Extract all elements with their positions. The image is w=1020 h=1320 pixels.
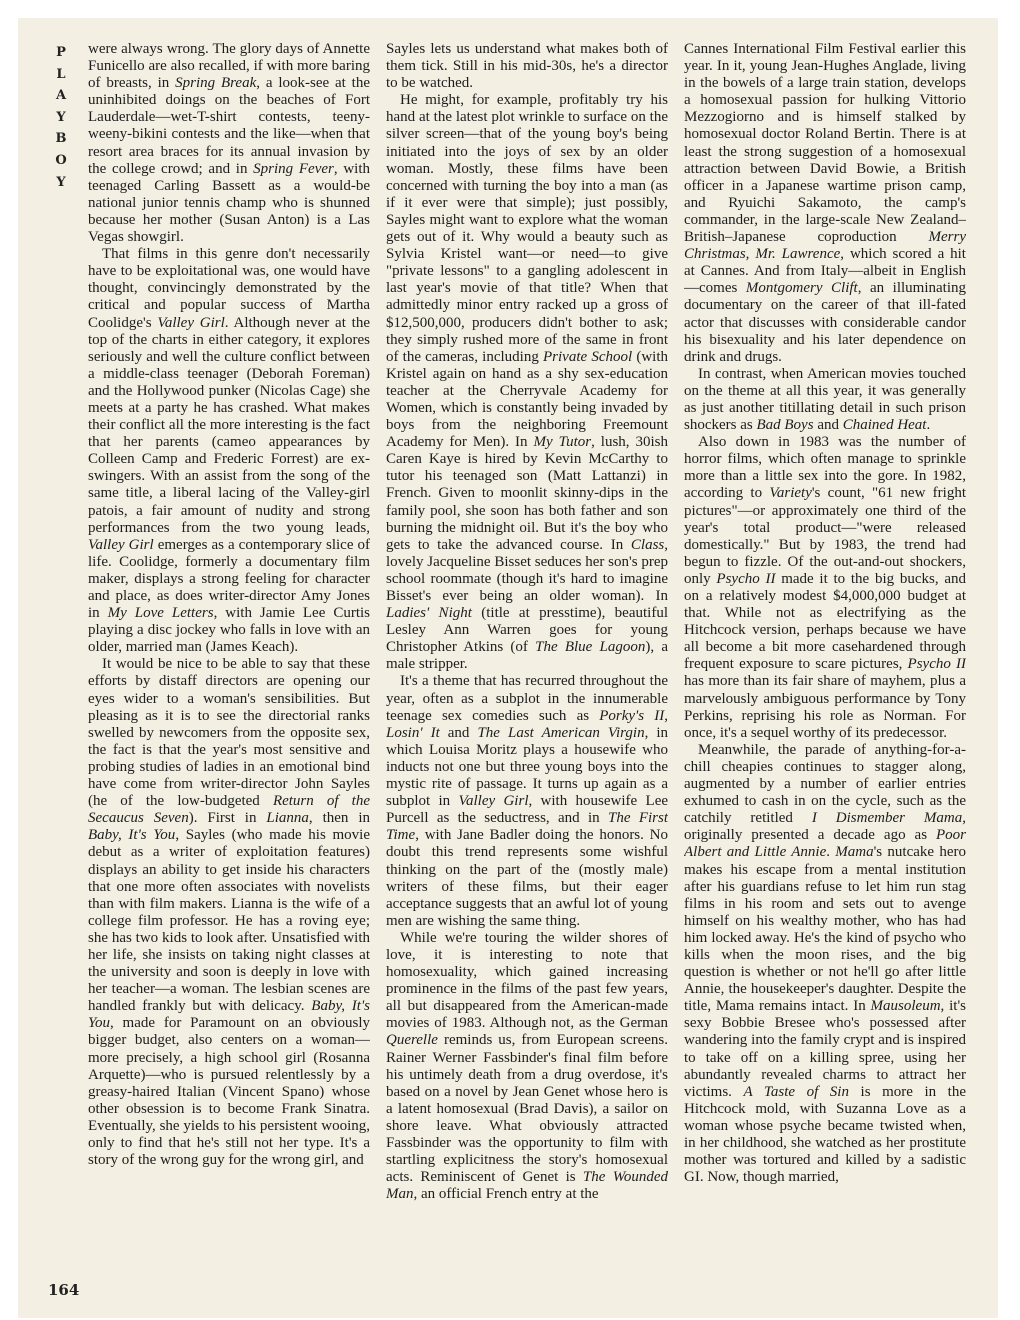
text-run: . — [826, 844, 836, 861]
paragraph — [88, 41, 370, 246]
film-title: Valley Girl — [458, 793, 529, 810]
text-run: He might, for example, profitably try his hand at the latest plot wrinkle to surface on the silver screen—that of the young boy's being initiated into the joys of sex by an older woman. Mostly, these films have been concerned with turning the boy into a man (as if it ever were that simple); just possibly, Sayles might want to explore what the woman gets out of it. Why would a beauty such as Sylvia Kristel want—or need—to give "private lessons" to a gangling adolescent in last year's movie of that title? When that admittedly minor entry racked up a gross of $12,500,000, producers didn't bother to ask; they simply rushed more of the same in front of the cameras, including — [386, 92, 668, 365]
film-title: The Last American Virgin — [477, 724, 645, 741]
text-run: , then in — [308, 810, 370, 827]
text-run: Meanwhile, the parade of anything-for-a-chill cheapies continues to stagger along, augmented by a number of earlier entries exhumed to cash in on the cycle, such as the catchily retitled — [684, 741, 966, 827]
paragraph — [386, 41, 668, 92]
text-run: . — [926, 417, 931, 434]
masthead-letter: O — [55, 152, 67, 168]
text-run: , Sayles (who made his movie debut as a writer of exploitation features) displays an ability to get inside his characters that one more often associates with novelists than with film makers. Lianna is the wife of a college film professor. He has a roving eye; she has two kids to look after. Unsatisfied with her life, she insists on taking night classes at the university and soon is deeply in love with her teacher—a woman. The lesbian scenes are handled frankly but with delicacy. — [88, 827, 370, 1015]
text-run: and — [813, 417, 843, 434]
text-run: , a look-see at the uninhibited doings on the beaches of Fort Lauderdale—wet-T-shirt contests, teeny-weeny-bikini contests and the like—when that resort area braces for its annual invasion by the college crowd; and in — [88, 75, 370, 177]
text-run: 's nutcake hero makes his escape from a mental institution after his guardians refuse to let him run stag films in his room and sets out to avenge himself on his wealthy mother, who has had him locked away. He's the kind of psycho who kills when the moon rises, and the big question is whether or not he'll go after little Annie, the housekeeper's daughter. Despite the title, Mama remains intact. In — [684, 844, 966, 1015]
text-run: , in which Louisa Moritz plays a housewife who inducts not one but three young boys into the mystic rite of passage. It turns up again as a subplot in — [386, 724, 668, 810]
text-run: were always wrong. The glory days of Annette Funicello are also recalled, if with more baring of breasts, in — [88, 41, 370, 92]
masthead-letter: Y — [56, 174, 66, 190]
film-title: Mausoleum — [870, 998, 941, 1015]
text-run: , which scored a hit at Cannes. And from Italy—albeit in English—comes — [684, 246, 966, 297]
film-title: Private School — [543, 348, 633, 365]
film-title: The First Time — [386, 810, 668, 844]
film-title: Baby, It's You — [88, 827, 176, 844]
masthead-letter: Y — [56, 109, 66, 125]
masthead-letter: A — [55, 88, 67, 104]
film-title: Baby, It's You — [88, 998, 370, 1032]
article-column-3 — [684, 41, 966, 1291]
film-title: Poor Albert and Little Annie — [684, 827, 966, 861]
text-run: , with Jane Badler doing the honors. No doubt this trend represents some wishful thinking on the part of the (mostly male) writers of these films, but their eager acceptance suggests that an awful lot of young men are wishing the same thing. — [386, 827, 668, 929]
paragraph — [684, 41, 966, 366]
film-title: I Dismember Mama — [811, 810, 963, 827]
film-title: Montgomery Clift — [745, 280, 858, 297]
film-title: Bad Boys — [756, 417, 814, 434]
film-title: My Tutor — [533, 434, 592, 451]
film-title: Valley Girl — [157, 314, 225, 331]
masthead-letter: B — [55, 131, 67, 147]
paragraph — [88, 246, 370, 656]
text-run: , lovely Jacqueline Bisset seduces her son's prep school roommate (though it's hard to imagine Bisset's ever being an older woman). In — [386, 536, 668, 604]
paragraph — [386, 673, 668, 929]
text-run: , originally presented a decade ago as — [684, 810, 966, 844]
text-run: made it to the big bucks, and on a relatively modest $4,000,000 budget at that. While not as electrifying as the Hitchcock version, perhaps because we have all become a bit more casehardened through frequent exposure to scare pictures, — [684, 570, 966, 673]
text-run: . Although never at the top of the charts in either category, it explores seriously and well the culture conflict between a middle-class teenager (Deborah Foreman) and the Hollywood punker (Nicolas Cage) she meets at a party he has crashed. What makes their conflict all the more interesting is the fact that her parents (cameo appearances by Colleen Camp and Frederic Forrest) are ex-swingers. With an assist from the song of the same title, a liberal lacing of the Valley-girl patois, a fair amount of nudity and strong performances from the two young leads, — [88, 314, 370, 536]
text-run: While we're touring the wilder shores of love, it is interesting to note that homosexuality, which gained increasing prominence in the films of the past few years, all but disappeared from the American-made movies of 1983. Although not, as the German — [386, 929, 668, 1032]
film-title: Losin' It — [386, 724, 440, 741]
film-title: The Blue Lagoon — [535, 639, 646, 656]
paragraph — [684, 434, 966, 742]
masthead-letter: L — [56, 66, 66, 82]
text-run: and — [439, 724, 478, 741]
text-run: , it's sexy Bobbie Bresee who's possessed after wandering into the family crypt and is inspired to take off on a killing spree, using her abundantly revealed charms to attract her victims. — [684, 998, 966, 1100]
film-title: Ladies' Night — [386, 605, 472, 622]
paragraph — [684, 366, 966, 434]
film-title: Merry Christmas, Mr. Lawrence — [684, 229, 966, 263]
text-run: , with teenaged Carling Bassett as a would-be national junior tennis champ who is shunned because her mother (Susan Anton) is a Las Vegas showgirl. — [88, 160, 370, 246]
film-title: Spring Fever — [253, 160, 334, 177]
text-run: Also down in 1983 was the number of horror films, which often manage to sprinkle more than a little sex into the gore. In 1982, according to — [684, 434, 966, 502]
text-run: reminds us, from European screens. Rainer Werner Fassbinder's final film before his untimely death from a drug overdose, it's based on a novel by Jean Genet whose hero is a latent homosexual (Brad Davis), a sailor on shore leave. What obviously attracted Fassbinder was the opportunity to film with startling explicitness the story's homosexual acts. Reminiscent of Genet is — [386, 1032, 668, 1186]
masthead-playboy — [48, 42, 74, 193]
text-run: , — [664, 707, 668, 724]
text-run: ), a male stripper. — [386, 639, 668, 673]
text-run: That films in this genre don't necessarily have to be exploitational was, one would have thought, convincingly demonstrated by the critical and popular success of Martha Coolidge's — [88, 246, 370, 331]
paragraph — [684, 742, 966, 1186]
paragraph — [386, 92, 668, 673]
text-run: , an official French entry at the — [413, 1186, 599, 1203]
film-title: Return of the Secaucus Seven — [88, 793, 370, 827]
film-title: Valley Girl — [88, 536, 154, 553]
masthead-letter: P — [56, 45, 66, 60]
film-title: Psycho II — [716, 570, 776, 587]
text-run: has more than its fair share of mayhem, plus a marvelously ambiguous performance by Tony Perkins, reprising his role as Norman. For once, it's a sequel worthy of its predecessor. — [684, 673, 966, 741]
film-title: Querelle — [386, 1032, 438, 1049]
text-run: (title at presstime), beautiful Lesley Ann Warren goes for young Christopher Atkins (of — [386, 605, 668, 656]
film-title: Class — [630, 536, 665, 553]
magazine-page — [18, 18, 998, 1318]
film-title: The Wounded Man — [386, 1169, 668, 1203]
text-run: ). First in — [188, 810, 267, 827]
text-run: It would be nice to be able to say that these efforts by distaff directors are opening our eyes wider to a woman's sensibilities. But pleasing as it is to see the directorial ranks swelled by newcomers from the opposite sex, the fact is that the year's most sensitive and probing studies of ladies in an emotional bind have come from writer-director John Sayles (he of the low-budgeted — [88, 656, 370, 810]
film-title: Mama — [835, 844, 874, 861]
paragraph — [88, 656, 370, 1169]
text-run: 's count, "61 new fright pictures"—or approximately one third of the year's total product—"were released domestically." But by 1983, the trend had begun to fizzle. Of the out-and-out shockers, only — [684, 485, 966, 587]
film-title: Chained Heat — [842, 417, 927, 434]
text-run: Sayles lets us understand what makes both of them tick. Still in his mid-30s, he's a director to be watched. — [386, 41, 668, 92]
page-number: 164 — [48, 1281, 80, 1299]
text-run: , an illuminating documentary on the career of that ill-fated actor that discusses with considerable candor his bisexuality and his later dependence on drink and drugs. — [684, 280, 966, 365]
film-title: A Taste of Sin — [743, 1083, 849, 1100]
text-run: , lush, 30ish Caren Kaye is hired by Kevin McCarthy to tutor his teenaged son (Matt Lattanzi) in French. Given to moonlit skinny-dips in the family pool, she soon has both father and son burning the midnight oil. But it's the boy who gets to take the advanced course. In — [386, 434, 668, 553]
text-run: Cannes International Film Festival earlier this year. In it, young Jean-Hughes Anglade, living in the bowels of a large train station, develops a homosexual passion for hulking Vittorio Mezzogiorno and is himself stalked by homosexual doctor Roland Bertin. There is at least the strong suggestion of a homosexual attraction between David Bowie, a British officer in a Japanese wartime prison camp, and Ryuichi Sakamoto, the camp's commander, in the large-scale New Zealand–British–Japanese coproduction — [684, 41, 966, 246]
film-title: Variety — [769, 485, 812, 502]
text-run: It's a theme that has recurred throughout the year, often as a subplot in the innumerable teenage sex comedies such as — [386, 673, 668, 724]
article-column-1 — [88, 41, 370, 1291]
text-run: is more in the Hitchcock mold, with Suzanna Love as a woman whose psyche became twisted when, in her childhood, she watched as her prostitute mother was tortured and killed by a sadistic GI. Now, though married, — [684, 1083, 966, 1186]
text-run: , with housewife Lee Purcell as the seductress, and in — [386, 793, 668, 827]
text-run: (with Kristel again on hand as a shy sex-education teacher at the Cherryvale Academy for Women, which is constantly being invaded by boys from the neighboring Freemount Academy for Men). In — [386, 348, 668, 451]
paragraph — [386, 930, 668, 1204]
film-title: Spring Break — [175, 75, 257, 92]
film-title: My Love Letters — [107, 605, 214, 622]
article-column-2 — [386, 41, 668, 1291]
text-run: emerges as a contemporary slice of life. Coolidge, formerly a documentary film maker, displays a strong feeling for character and place, as does writer-director Amy Jones in — [88, 536, 370, 622]
film-title: Lianna — [266, 810, 309, 827]
text-run: In contrast, when American movies touched on the theme at all this year, it was generally as just another titillating detail in such prison shockers as — [684, 365, 966, 434]
text-run: , made for Paramount on an obviously bigger budget, also centers on a woman—more precisely, a high school girl (Rosanna Arquette)—who is pursued relentlessly by a greasy-haired Italian (Vincent Spano) whose other obsession is to become Frank Sinatra. Eventually, she yields to his persistent wooing, only to find that he's still not her type. It's a story of the wrong guy for the wrong girl, and — [88, 1015, 370, 1169]
film-title: Psycho II — [907, 656, 966, 673]
text-run: , with Jamie Lee Curtis playing a disc jockey who falls in love with an older, married man (James Keach). — [88, 605, 370, 656]
film-title: Porky's II — [599, 707, 665, 724]
